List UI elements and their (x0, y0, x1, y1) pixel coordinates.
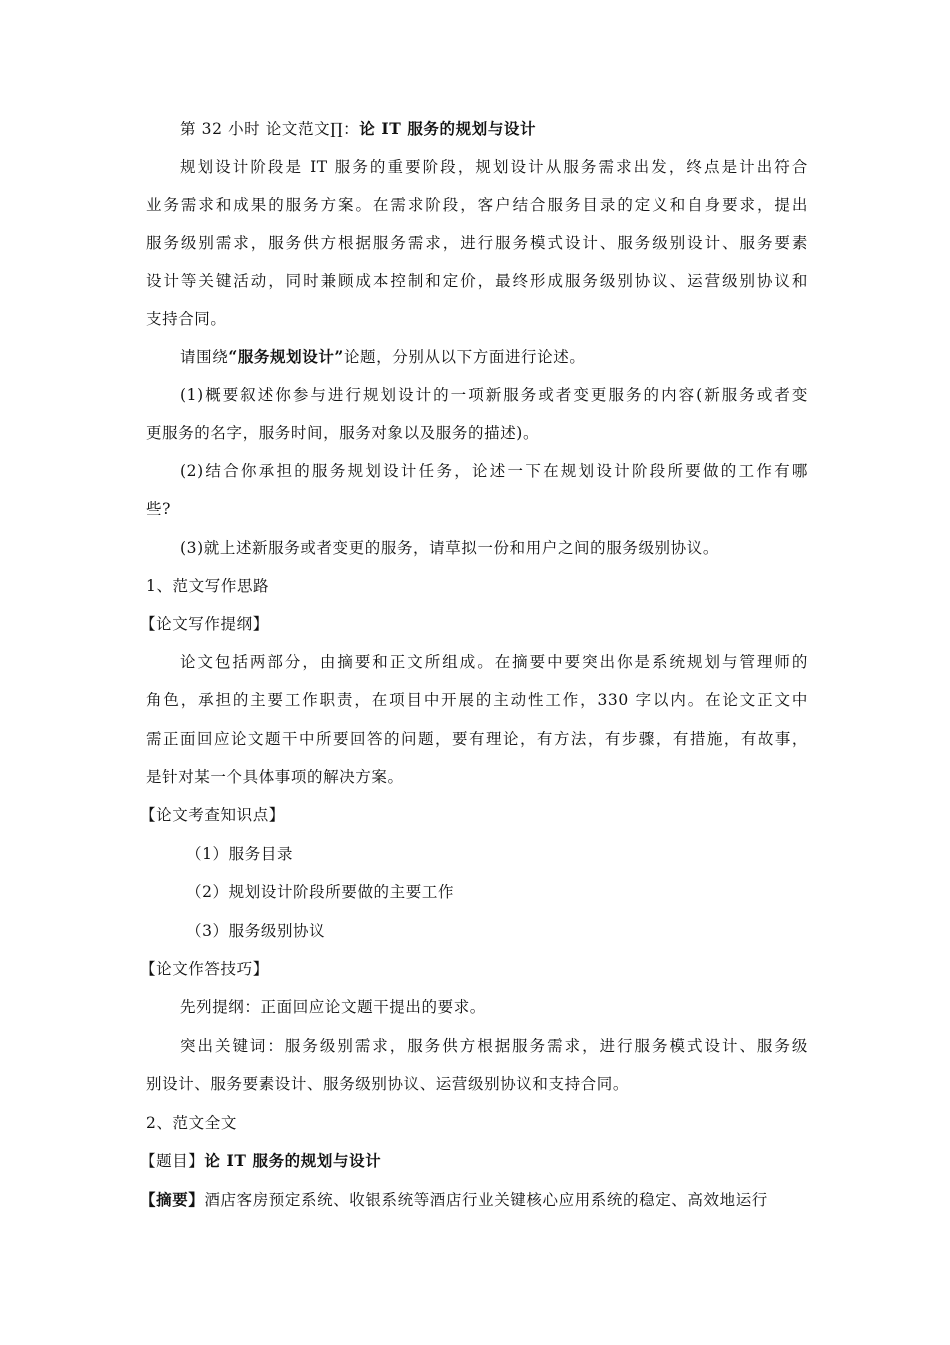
outline-line: 论文包括两部分，由摘要和正文所组成。在摘要中要突出你是系统规划与管理师的 (180, 653, 808, 671)
outline-line: 角色，承担的主要工作职责，在项目中开展的主动性工作，330 字以内。在论文正文中 (146, 691, 808, 709)
topic-line (140, 1150, 381, 1172)
abstract-text: 酒店客房预定系统、收银系统等酒店行业关键核心应用系统的稳定、高效地运行 (204, 1191, 768, 1209)
knowledge-item: （2）规划设计阶段所要做的主要工作 (186, 883, 455, 901)
intro-line: 业务需求和成果的服务方案。在需求阶段，客户结合服务目录的定义和自身要求，提出 (146, 196, 808, 214)
question-1-line: 更服务的名字，服务时间，服务对象以及服务的描述)。 (146, 424, 540, 442)
prompt-post: 论题，分别从以下方面进行论述。 (343, 348, 586, 366)
knowledge-item: （1）服务目录 (186, 845, 294, 863)
abstract-label: 【摘要】 (140, 1190, 205, 1209)
tip-1: 先列提纲：正面回应论文题干提出的要求。 (180, 998, 486, 1016)
tip-2-line: 突出关键词：服务级别需求，服务供方根据服务需求，进行服务模式设计、服务级 (180, 1037, 808, 1055)
intro-line: 服务级别需求，服务供方根据服务需求，进行服务模式设计、服务级别设计、服务要素 (146, 234, 808, 252)
knowledge-heading: 【论文考查知识点】 (140, 806, 285, 824)
outline-line: 是针对某一个具体事项的解决方案。 (146, 768, 404, 786)
knowledge-item: （3）服务级别协议 (186, 922, 326, 940)
intro-line: 支持合同。 (146, 310, 227, 328)
topic-text: 论 IT 服务的规划与设计 (204, 1151, 382, 1170)
topic-label: 【题目】 (140, 1152, 205, 1170)
prompt-line (180, 346, 585, 368)
intro-line: 设计等关键活动，同时兼顾成本控制和定价，最终形成服务级别协议、运营级别协议和 (146, 272, 808, 290)
question-1-line: (1)概要叙述你参与进行规划设计的一项新服务或者变更服务的内容(新服务或者变 (180, 386, 808, 404)
outline-heading: 【论文写作提纲】 (140, 615, 269, 633)
tips-heading: 【论文作答技巧】 (140, 960, 269, 978)
prompt-bold: “服务规划设计” (228, 347, 344, 366)
prompt-pre: 请围绕 (180, 348, 229, 366)
question-2-line: 些? (146, 500, 172, 518)
title-main: 论 IT 服务的规划与设计 (359, 119, 537, 138)
abstract-line (140, 1189, 768, 1211)
section-2-heading: 2、范文全文 (146, 1114, 237, 1132)
tip-2-line: 别设计、服务要素设计、服务级别协议、运营级别协议和支持合同。 (146, 1075, 630, 1093)
essay-title (180, 118, 536, 140)
question-2-line: (2)结合你承担的服务规划设计任务，论述一下在规划设计阶段所要做的工作有哪 (180, 462, 808, 480)
intro-line: 规划设计阶段是 IT 服务的重要阶段，规划设计从服务需求出发，终点是计出符合 (180, 158, 808, 176)
question-3: (3)就上述新服务或者变更的服务，请草拟一份和用户之间的服务级别协议。 (180, 539, 719, 557)
section-1-heading: 1、范文写作思路 (146, 577, 270, 595)
title-prefix: 第 32 小时 论文范文∏： (180, 120, 360, 138)
outline-line: 需正面回应论文题干中所要回答的问题，要有理论，有方法，有步骤，有措施，有故事， (146, 730, 808, 748)
